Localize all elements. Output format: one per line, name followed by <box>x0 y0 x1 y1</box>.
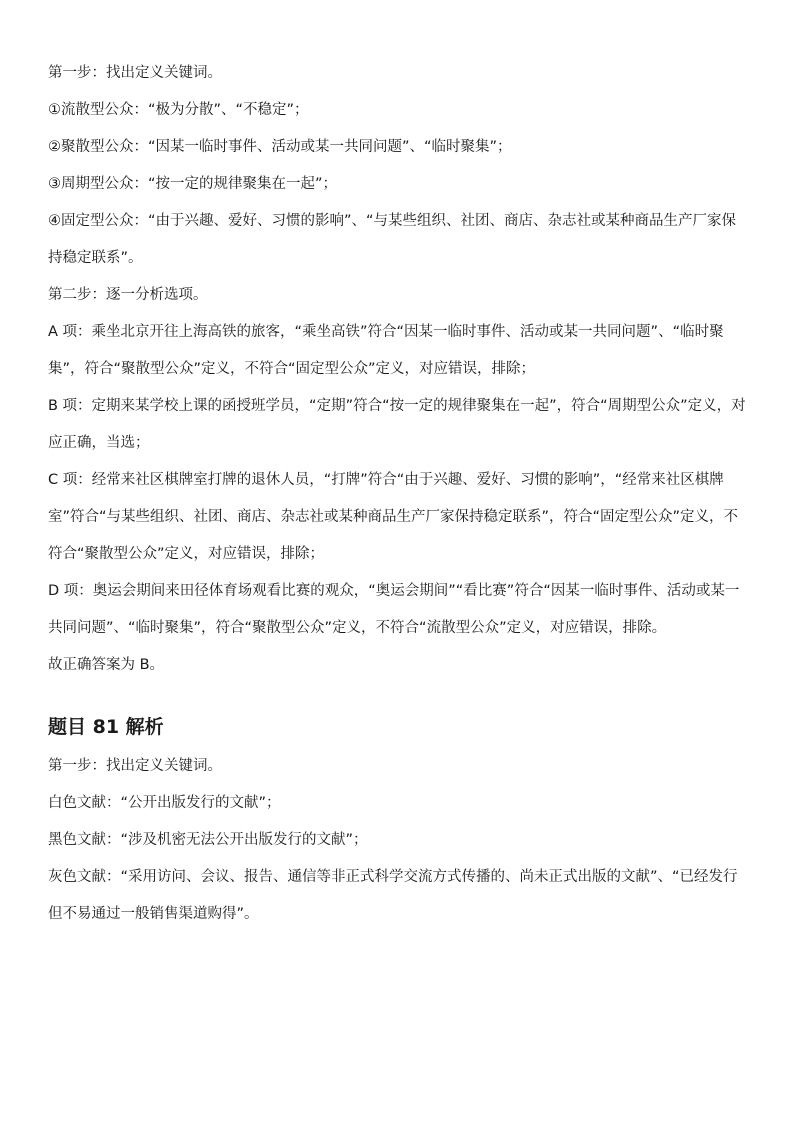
definition-black-literature: 黑色文献：“涉及机密无法公开出版发行的文献”； <box>48 832 368 848</box>
definition-gray-literature: 灰色文献：“采用访问、会议、报告、通信等非正式科学交流方式传播的、尚未正式出版的文献”、“已经发行但不易通过一般销售渠道购得”。 <box>48 869 738 922</box>
answer-text: 故正确答案为 B。 <box>48 657 165 673</box>
option-d-analysis: D 项：奥运会期间来田径体育场观看比赛的观众，“奥运会期间”“看比赛”符合“因某一临时事件、活动或某一共同问题”、“临时聚集”，符合“聚散型公众”定义，不符合“流散型公众”定义，对应错误，排除。 <box>48 583 740 636</box>
definition-periodic: ③周期型公众：“按一定的规律聚集在一起”； <box>48 176 338 192</box>
step1-text: 第一步：找出定义关键词。 <box>48 65 222 81</box>
option-c-analysis: C 项：经常来社区棋牌室打牌的退休人员，“打牌”符合“由于兴趣、爱好、习惯的影响”，“经常来社区棋牌室”符合“与某些组织、社团、商店、杂志社或某种商品生产厂家保持稳定联系”，符合“固定型公众”定义，不符合“聚散型公众”定义，对应错误，排除； <box>48 472 739 562</box>
definition-fixed: ④固定型公众：“由于兴趣、爱好、习惯的影响”、“与某些组织、社团、商店、杂志社或某种商品生产厂家保持稳定联系”。 <box>48 213 737 266</box>
definition-scattered: ①流散型公众：“极为分散”、“不稳定”； <box>48 102 309 118</box>
section-81-title: 题目 81 解析 <box>48 716 164 738</box>
step2-text: 第二步：逐一分析选项。 <box>48 287 208 303</box>
definition-gathering: ②聚散型公众：“因某一临时事件、活动或某一共同问题”、“临时聚集”； <box>48 139 512 155</box>
definition-white-literature: 白色文献：“公开出版发行的文献”； <box>48 795 281 811</box>
step1-text-81: 第一步：找出定义关键词。 <box>48 758 222 774</box>
option-b-analysis: B 项：定期来某学校上课的函授班学员，“定期”符合“按一定的规律聚集在一起”，符合“周期型公众”定义，对应正确，当选； <box>48 398 746 451</box>
option-a-analysis: A 项：乘坐北京开往上海高铁的旅客，“乘坐高铁”符合“因某一临时事件、活动或某一共同问题”、“临时聚集”，符合“聚散型公众”定义，不符合“固定型公众”定义，对应错误，排除； <box>48 324 724 377</box>
